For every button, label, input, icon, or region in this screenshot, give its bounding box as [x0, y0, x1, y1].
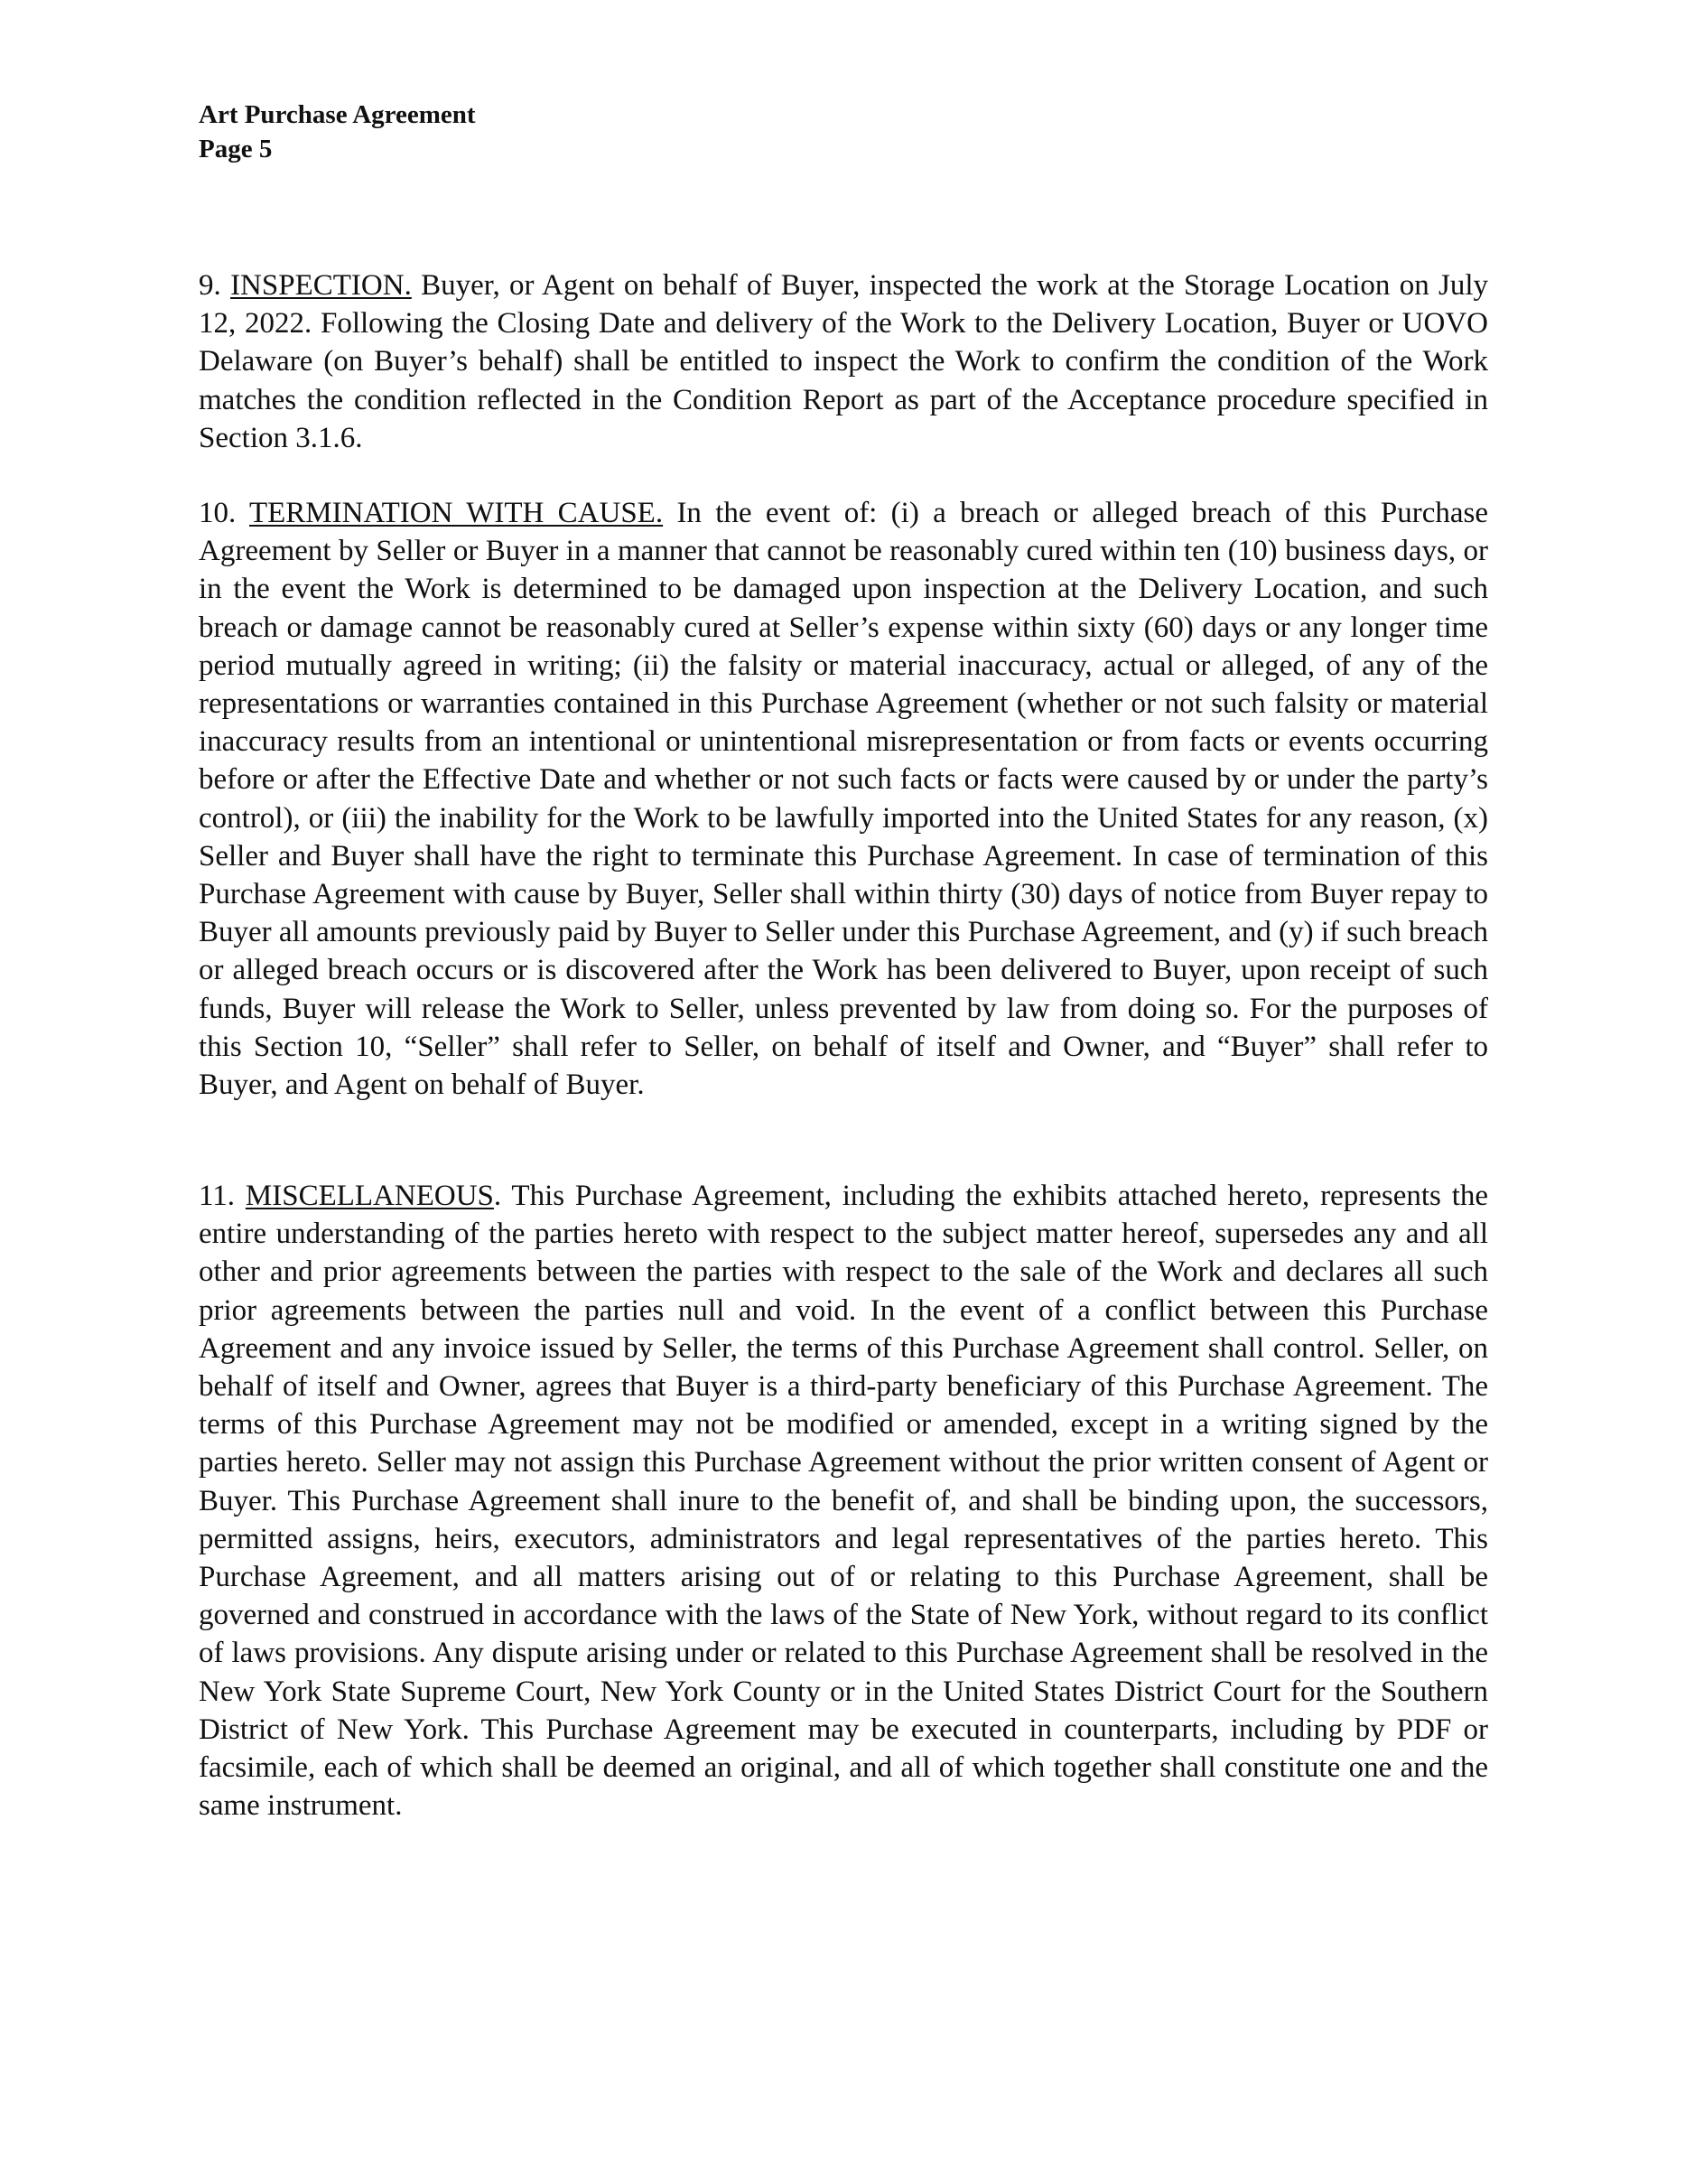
section-termination-with-cause: [199, 494, 1488, 1104]
section-number: 9.: [199, 269, 221, 302]
section-body: Buyer, or Agent on behalf of Buyer, inspected the work at the Storage Location on July 12, 2022. Following the Closing Date and delivery of the Work to the Delivery Location, Buyer or UOVO Delaware (on Buyer’s behalf) shall be entitled to inspect the Work to confirm the condition of the Work matches the condition reflected in the Condition Report as part of the Acceptance procedure specified in Section 3.1.6.: [199, 269, 1489, 454]
section-heading: TERMINATION WITH CAUSE.: [248, 497, 664, 529]
section-body: . This Purchase Agreement, including the exhibits attached hereto, represents the entire understanding of the parties hereto with respect to the subject matter hereof, supersedes any and all other and prior agreements between the parties with respect to the sale of the Work and declares all such prior agreements between the parties null and void. In the event of a conflict between this Purchase Agreement and any invoice issued by Seller, the terms of this Purchase Agreement shall control. Seller, on behalf of itself and Owner, agrees that Buyer is a third-party beneficiary of this Purchase Agreement. The terms of this Purchase Agreement may not be modified or amended, except in a writing signed by the parties hereto. Seller may not assign this Purchase Agreement without the prior written consent of Agent or Buyer. This Purchase Agreement shall inure to the benefit of, and shall be binding upon, the successors, permitted assigns, heirs, executors, administrators and legal representatives of the parties hereto. This Purchase Agreement, and all matters arising out of or relating to this Purchase Agreement, shall be governed and construed in accordance with the laws of the State of New York, without regard to its conflict of laws provisions. Any dispute arising under or related to this Purchase Agreement shall be resolved in the New York State Supreme Court, New York County or in the United States District Court for the Southern District of New York. This Purchase Agreement may be executed in counterparts, including by PDF or facsimile, each of which shall be deemed an original, and all of which together shall constitute one and the same instrument.: [199, 1180, 1489, 1823]
section-inspection: [199, 266, 1488, 457]
section-miscellaneous: [199, 1177, 1488, 1825]
section-number: 11.: [199, 1180, 236, 1212]
section-heading: INSPECTION.: [230, 269, 412, 302]
page-header: [199, 98, 476, 166]
section-heading: MISCELLANEOUS: [245, 1180, 494, 1212]
document-title: Art Purchase Agreement: [199, 100, 476, 129]
section-number: 10.: [199, 497, 237, 529]
section-body: In the event of: (i) a breach or alleged breach of this Purchase Agreement by Seller or Buyer in a manner that cannot be reasonably cured within ten (10) business days, or in the event the Work is determined to be damaged upon inspection at the Delivery Location, and such breach or damage cannot be reasonably cured at Seller’s expense within sixty (60) days or any longer time period mutually agreed in writing; (ii) the falsity or material inaccuracy, actual or alleged, of any of the representations or warranties contained in this Purchase Agreement (whether or not such falsity or material inaccuracy results from an intentional or unintentional misrepresentation or from facts or events occurring before or after the Effective Date and whether or not such facts or facts were caused by or under the party’s control), or (iii) the inability for the Work to be lawfully imported into the United States for any reason, (x) Seller and Buyer shall have the right to terminate this Purchase Agreement. In case of termination of this Purchase Agreement with cause by Buyer, Seller shall within thirty (30) days of notice from Buyer repay to Buyer all amounts previously paid by Buyer to Seller under this Purchase Agreement, and (y) if such breach or alleged breach occurs or is discovered after the Work has been delivered to Buyer, upon receipt of such funds, Buyer will release the Work to Seller, unless prevented by law from doing so. For the purposes of this Section 10, “Seller” shall refer to Seller, on behalf of itself and Owner, and “Buyer” shall refer to Buyer, and Agent on behalf of Buyer.: [199, 497, 1489, 1102]
page-number: Page 5: [199, 135, 273, 163]
